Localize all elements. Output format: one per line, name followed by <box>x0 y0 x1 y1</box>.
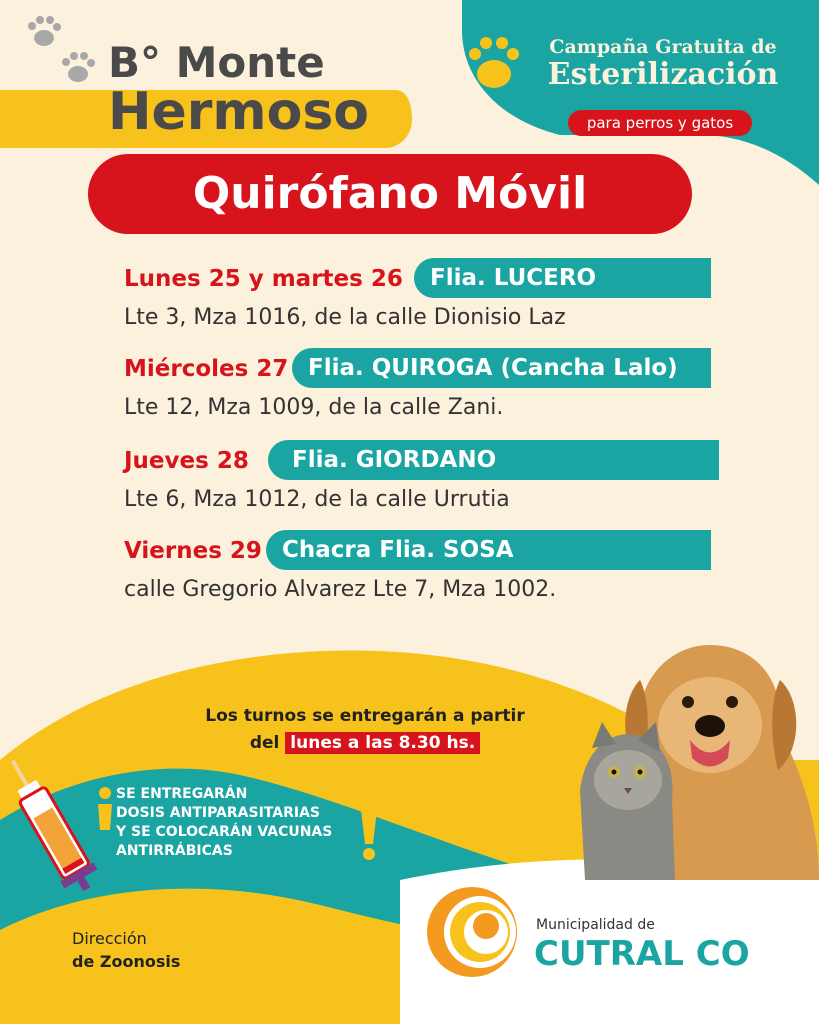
schedule-list <box>124 258 819 620</box>
schedule-day: Lunes 25 y martes 26 <box>124 266 403 292</box>
schedule-item <box>124 258 819 348</box>
schedule-family: Chacra Flia. SOSA <box>266 530 711 570</box>
schedule-address: Lte 3, Mza 1016, de la calle Dionisio Laz <box>124 305 566 330</box>
turnos-line2-prefix: del <box>249 733 280 753</box>
direccion-line2: de Zoonosis <box>72 952 181 971</box>
neighborhood-line2: Hermoso <box>108 82 370 142</box>
schedule-family: Flia. QUIROGA (Cancha Lalo) <box>292 348 711 388</box>
paw-icon <box>22 8 102 88</box>
schedule-item <box>124 440 819 530</box>
municipality-logo <box>424 884 520 980</box>
neighborhood-line1: B° Monte <box>108 38 325 87</box>
municipality-label: Municipalidad de <box>536 917 655 933</box>
direccion-zoonosis <box>72 927 180 973</box>
dog-and-cat-image <box>580 640 819 880</box>
banner-title: Quirófano Móvil <box>88 154 692 234</box>
direccion-line1: Dirección <box>72 929 147 948</box>
schedule-day: Jueves 28 <box>124 448 249 474</box>
turnos-line1: Los turnos se entregarán a partir <box>205 706 525 726</box>
campaign-title <box>528 36 798 92</box>
schedule-item <box>124 530 819 620</box>
schedule-address: Lte 12, Mza 1009, de la calle Zani. <box>124 395 504 420</box>
notice-line: SE ENTREGARÁN <box>116 786 248 802</box>
turnos-message <box>180 703 550 757</box>
municipality-name: CUTRAL CO <box>534 934 750 974</box>
campaign-line2: Esterilización <box>547 57 779 92</box>
schedule-item <box>124 348 819 440</box>
notice-line: Y SE COLOCARÁN VACUNAS <box>116 824 333 840</box>
notice-text <box>116 785 332 861</box>
schedule-family: Flia. GIORDANO <box>268 440 719 480</box>
neighborhood-title <box>108 40 369 140</box>
exclamation-icon <box>358 808 380 862</box>
notice-line: DOSIS ANTIPARASITARIAS <box>116 805 321 821</box>
schedule-day: Miércoles 27 <box>124 356 289 382</box>
turnos-line2 <box>180 730 550 757</box>
schedule-family: Flia. LUCERO <box>414 258 711 298</box>
campaign-subtitle: para perros y gatos <box>568 110 752 136</box>
schedule-address: Lte 6, Mza 1012, de la calle Urrutia <box>124 487 510 512</box>
notice-line: ANTIRRÁBICAS <box>116 843 233 859</box>
schedule-address: calle Gregorio Alvarez Lte 7, Mza 1002. <box>124 577 557 602</box>
schedule-day: Viernes 29 <box>124 538 262 564</box>
info-icon <box>94 786 116 832</box>
turnos-highlight: lunes a las 8.30 hs. <box>285 732 480 754</box>
campaign-line1: Campaña Gratuita de <box>549 36 777 58</box>
paw-icon <box>466 32 522 92</box>
